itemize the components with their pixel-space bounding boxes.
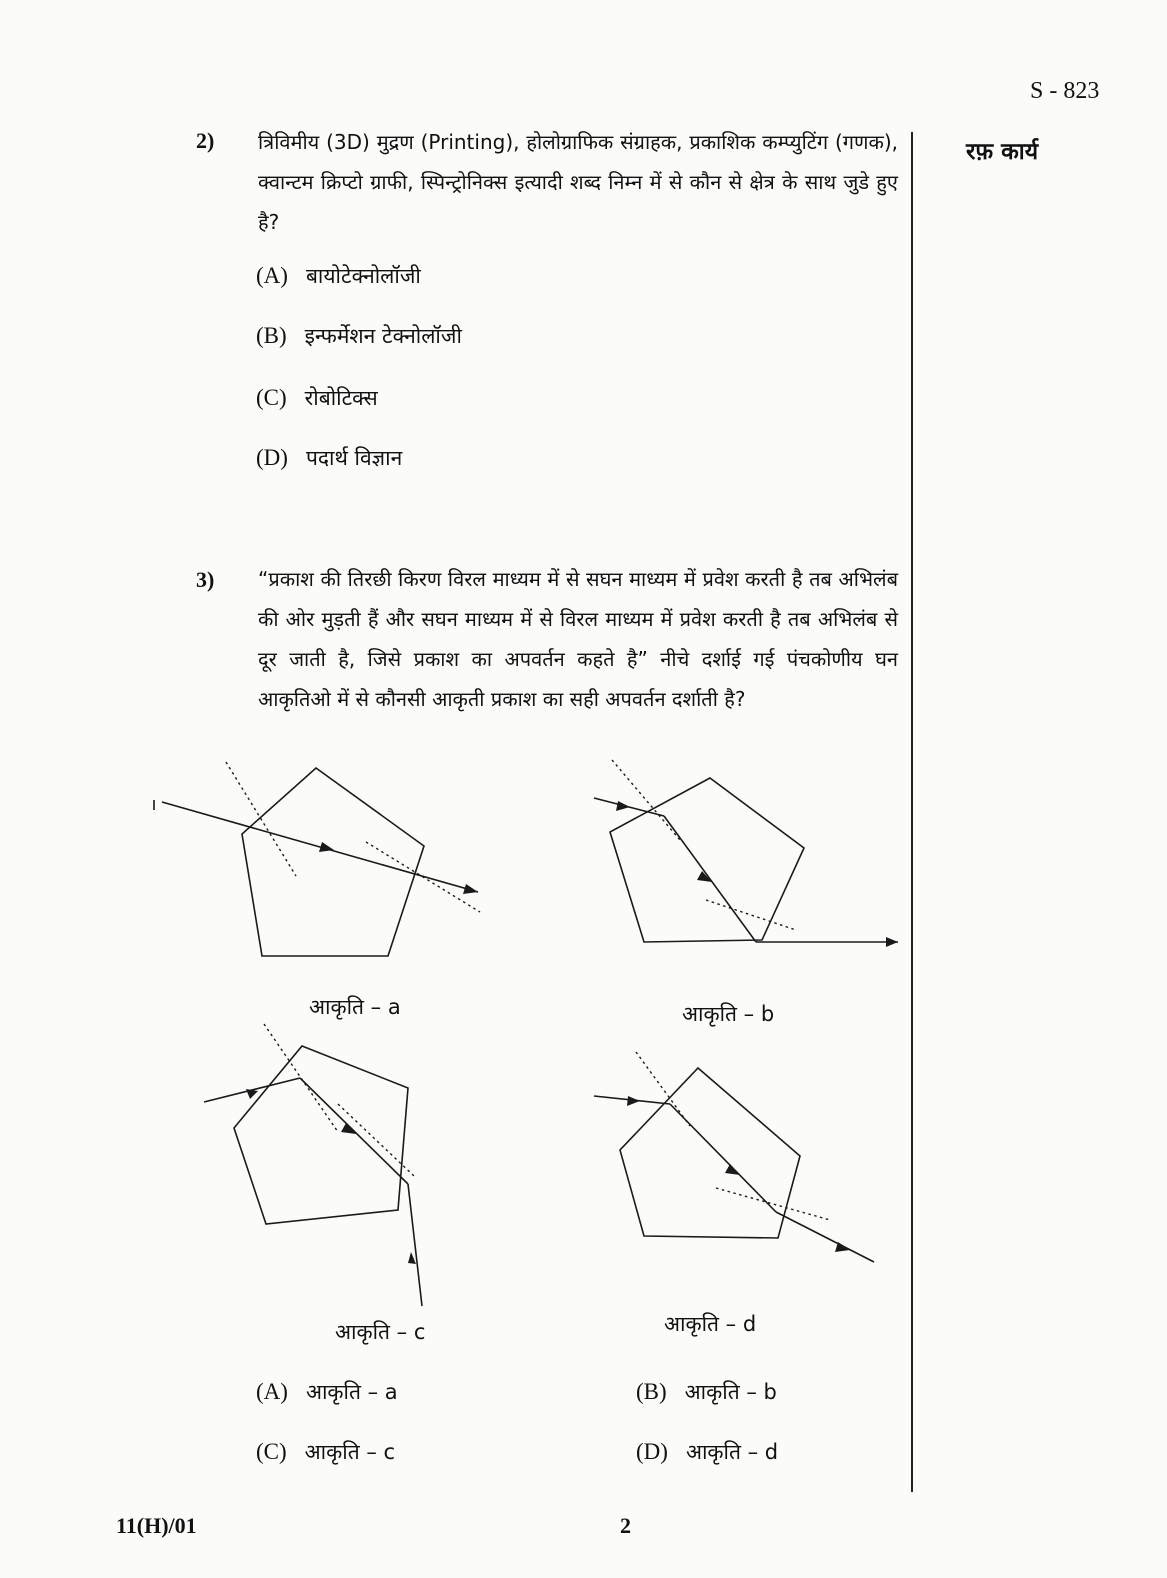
question-3-option-c[interactable]	[256, 1438, 395, 1466]
figure-a-arrow	[463, 884, 478, 894]
option-label: (B)	[256, 323, 287, 348]
figure-a-caption: आकृति – a	[309, 995, 401, 1019]
figure-d-normal	[716, 1188, 830, 1220]
figure-b-pentagon	[610, 778, 804, 942]
question-2-number: 2)	[196, 128, 215, 153]
figure-c-arrow	[408, 1252, 416, 1264]
option-text: पदार्थ विज्ञान	[305, 446, 403, 470]
figure-d-ray	[776, 1212, 874, 1262]
option-label: (A)	[256, 1379, 288, 1404]
option-text: आकृति – d	[685, 1440, 779, 1464]
question-3-option-d[interactable]	[636, 1438, 778, 1466]
option-text: आकृति – b	[684, 1380, 777, 1404]
figure-b-caption: आकृति – b	[682, 1002, 775, 1026]
question-3-option-a[interactable]	[256, 1378, 398, 1406]
figure-b-normal	[706, 900, 796, 930]
figure-d-normal	[636, 1052, 690, 1126]
option-label: (C)	[256, 385, 287, 410]
figure-a-normal	[226, 762, 296, 876]
figure-b-ray	[664, 816, 756, 942]
figure-d-arrow	[725, 1164, 740, 1175]
figure-d-caption: आकृति – d	[664, 1312, 757, 1336]
option-label: (D)	[636, 1439, 668, 1464]
figure-c-diagram	[204, 1024, 422, 1306]
figure-a-normal	[366, 842, 480, 912]
figure-c-ray	[408, 1184, 422, 1306]
option-text: आकृति – a	[305, 1380, 398, 1404]
question-3-option-b[interactable]	[636, 1378, 777, 1406]
figure-c-ray	[300, 1078, 408, 1184]
figure-c-caption: आकृति – c	[335, 1320, 426, 1344]
figure-b-arrow	[886, 937, 898, 947]
figure-a-ray	[162, 802, 478, 892]
figure-d-pentagon	[620, 1068, 800, 1238]
question-3-text: “प्रकाश की तिरछी किरण विरल माध्यम में से सघन माध्यम में प्रवेश करती है तब अभिलंब की ओर मुड़ती हैं और सघन माध्यम में से विरल माध्यम में प्रवेश करती है तब अभिलंब से दूर जाती है, जिसे प्रकाश का अपवर्तन कहते है” नीचे दर्शाई गई पंचकोणीय घन आकृतिओ में से कौनसी आकृती प्रकाश का सही अपवर्तन दर्शाती है?	[258, 567, 898, 711]
option-label: (A)	[256, 263, 288, 288]
option-text: आकृति – c	[304, 1440, 396, 1464]
figure-b-arrow	[616, 801, 630, 811]
figure-c-arrow	[246, 1089, 258, 1099]
page-number: 2	[620, 1513, 631, 1538]
footer-paper-code: 11(H)/01	[116, 1513, 197, 1538]
question-2-text: त्रिविमीय (3D) मुद्रण (Printing), होलोग्राफिक संग्राहक, प्रकाशिक कम्प्युटिंग (गणक), क्वान्टम क्रिप्टो ग्राफी, स्पिन्ट्रोनिक्स इत्यादी शब्द निम्न में से कौन से क्षेत्र के साथ जुडे हुए है?	[258, 130, 898, 234]
figure-d-arrow	[627, 1096, 640, 1106]
option-label: (B)	[636, 1379, 667, 1404]
option-label: (D)	[256, 445, 288, 470]
question-3-number: 3)	[196, 567, 215, 592]
option-text: रोबोटिक्स	[304, 386, 378, 410]
figure-b-diagram	[594, 760, 898, 947]
paper-code: S - 823	[1030, 78, 1100, 104]
figure-a-diagram	[154, 762, 480, 956]
figure-d-diagram	[594, 1052, 874, 1262]
figure-c-normal	[338, 1104, 414, 1176]
option-label: (C)	[256, 1439, 287, 1464]
option-text: इन्फर्मेशन टेक्नोलॉजी	[304, 324, 462, 348]
option-text: बायोटेक्नोलॉजी	[305, 264, 421, 288]
rough-work-heading: रफ़ कार्य	[966, 139, 1039, 165]
figure-c-pentagon	[234, 1046, 408, 1224]
figure-a-pentagon	[242, 768, 424, 956]
